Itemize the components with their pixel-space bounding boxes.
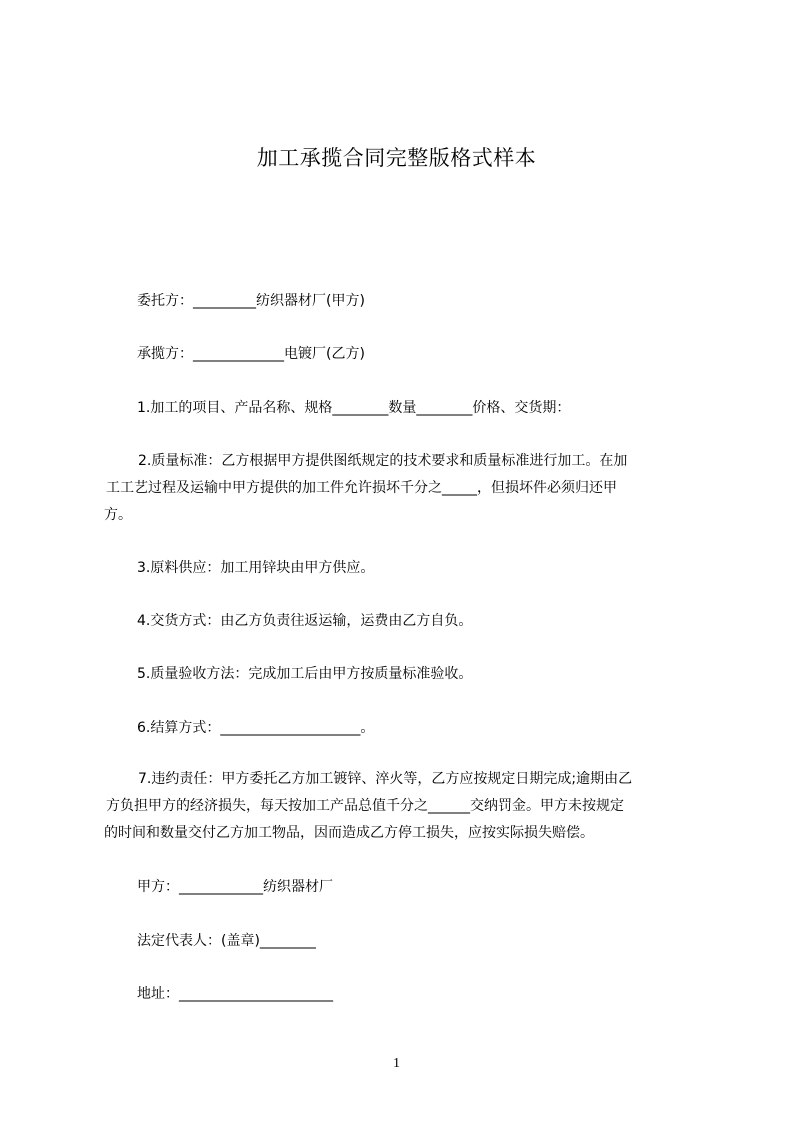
clause-7-line-1: 7.违约责任：甲方委托乙方加工镀锌、淬火等，乙方应按规定日期完成;逾期由乙 — [138, 771, 633, 787]
clause-7-line-3: 的时间和数量交付乙方加工物品，因而造成乙方停工损失，应按实际损失赔偿。 — [104, 825, 594, 841]
clause-2-line-3: 方。 — [104, 507, 132, 523]
sign-legal-representative: 法定代表人：(盖章)________ — [137, 933, 316, 949]
clause-5: 5.质量验收方法：完成加工后由甲方按质量标准验收。 — [137, 666, 473, 682]
clause-7 — [104, 766, 704, 847]
clause-2 — [104, 448, 704, 529]
party-b-line: 承揽方：_____________电镀厂(乙方) — [137, 346, 365, 362]
party-a-line: 委托方：_________纺织器材厂(甲方) — [137, 293, 365, 309]
sign-address: 地址：______________________ — [137, 986, 333, 1002]
clause-6: 6.结算方式：____________________。 — [137, 720, 375, 736]
clause-3: 3.原料供应：加工用锌块由甲方供应。 — [137, 560, 375, 576]
clause-1: 1.加工的项目、产品名称、规格________数量________价格、交货期： — [137, 400, 571, 416]
sign-party-a: 甲方：____________纺织器材厂 — [137, 879, 333, 895]
clause-2-line-2: 工工艺过程及运输中甲方提供的加工件允许损坏千分之_____，但损坏件必须归还甲 — [106, 480, 617, 496]
clause-4: 4.交货方式：由乙方负责往返运输，运费由乙方自负。 — [137, 613, 473, 629]
page-number: 1 — [393, 1056, 400, 1071]
clause-7-line-2: 方负担甲方的经济损失，每天按加工产品总值千分之______交纳罚金。甲方未按规定 — [106, 798, 624, 814]
clause-2-line-1: 2.质量标准：乙方根据甲方提供图纸规定的技术要求和质量标准进行加工。在加 — [138, 453, 628, 469]
document-title: 加工承揽合同完整版格式样本 — [256, 146, 537, 170]
